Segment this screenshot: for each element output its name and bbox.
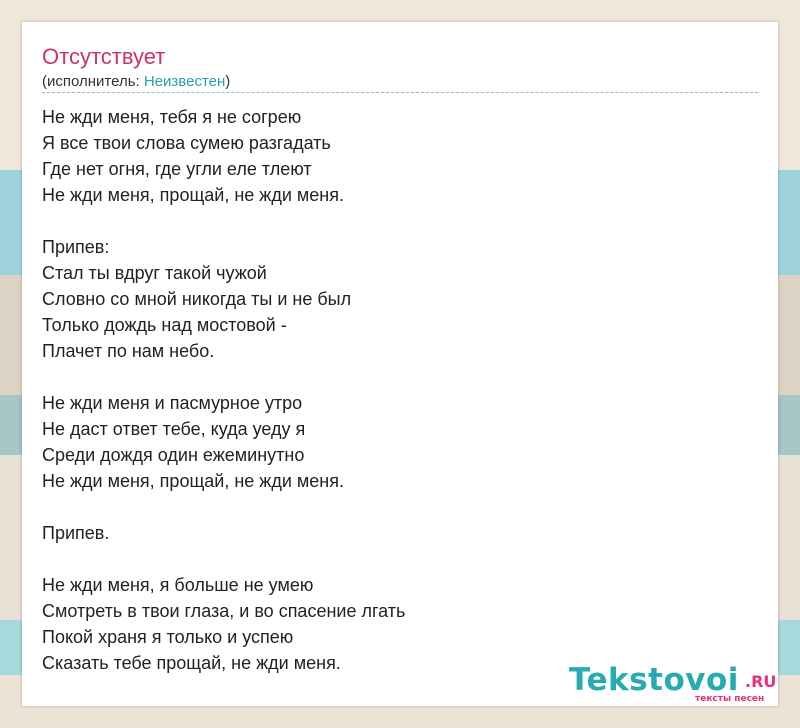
lyrics-line: Припев. — [42, 523, 110, 543]
lyrics-stanza — [42, 390, 405, 494]
lyrics-stanza — [42, 234, 405, 364]
song-title: Отсутствует — [42, 44, 166, 69]
lyrics-line: Я все твои слова сумею разгадать — [42, 133, 331, 153]
lyrics-line: Сказать тебе прощай, не жди меня. — [42, 653, 341, 673]
logo-tagline: тексты песен — [695, 694, 765, 704]
lyrics-line: Не жди меня, я больше не умею — [42, 575, 314, 595]
lyrics-stanza — [42, 520, 405, 546]
lyrics-text — [42, 104, 405, 702]
lyrics-line: Не даст ответ тебе, куда уеду я — [42, 419, 306, 439]
artist-link[interactable]: Неизвестен — [143, 73, 226, 90]
artist-suffix: ) — [225, 73, 231, 90]
artist-line — [42, 73, 230, 90]
site-logo[interactable] — [569, 662, 779, 710]
lyrics-line: Не жди меня, тебя я не согрею — [42, 107, 302, 127]
lyrics-stanza — [42, 104, 405, 208]
lyrics-stanza — [42, 572, 405, 676]
lyrics-line: Где нет огня, где угли еле тлеют — [42, 159, 312, 179]
lyrics-line: Смотреть в твои глаза, и во спасение лгать — [42, 601, 406, 621]
lyrics-line: Среди дождя один ежеминутно — [42, 445, 305, 465]
lyrics-line: Плачет по нам небо. — [42, 341, 215, 361]
lyrics-line: Не жди меня, прощай, не жди меня. — [42, 471, 344, 491]
artist-prefix: (исполнитель: — [42, 73, 144, 90]
lyrics-line: Припев: — [42, 237, 110, 257]
lyrics-line: Стал ты вдруг такой чужой — [42, 263, 267, 283]
lyrics-line: Покой храня я только и успею — [42, 627, 294, 647]
lyrics-line: Не жди меня, прощай, не жди меня. — [42, 185, 344, 205]
lyrics-card — [22, 22, 778, 706]
lyrics-line: Словно со мной никогда ты и не был — [42, 289, 352, 309]
title-divider — [42, 92, 758, 93]
logo-domain: .RU — [745, 672, 777, 691]
logo-wordmark: Tekstovoi — [569, 662, 739, 698]
lyrics-line: Не жди меня и пасмурное утро — [42, 393, 303, 413]
lyrics-line: Только дождь над мостовой - — [42, 315, 287, 335]
